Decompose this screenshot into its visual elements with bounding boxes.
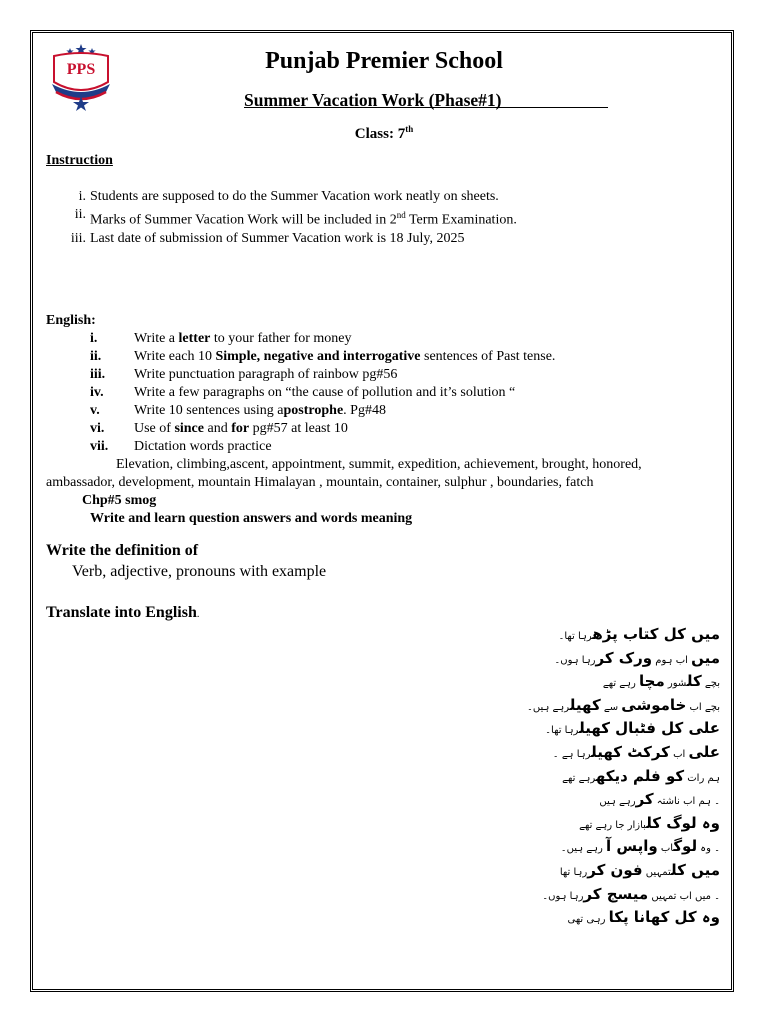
- task-number: ii.: [90, 349, 102, 364]
- instruction-item: [46, 188, 517, 206]
- urdu-text-bold: لوگ: [673, 837, 698, 856]
- urdu-text-small: رہا ہے ۔: [552, 748, 592, 760]
- urdu-text-bold: میں: [691, 648, 720, 667]
- chapter-label: Chp#5 smog: [82, 493, 157, 508]
- urdu-text-small: شور: [664, 678, 687, 690]
- urdu-text-small: رہے تھے: [602, 678, 640, 690]
- item-number: ii.: [74, 207, 86, 222]
- urdu-sentence: [300, 695, 720, 719]
- instruction-item: [46, 206, 517, 230]
- task-text: Write a few paragraphs on “the cause of pollution and it’s solution “: [134, 385, 516, 400]
- urdu-text-small: رہے ہیں۔: [527, 701, 570, 713]
- translate-heading-text: Translate into English: [46, 604, 197, 621]
- task-text-bold: since: [174, 421, 204, 436]
- task-text-bold: for: [231, 421, 250, 436]
- urdu-text-small: رہی تھی: [567, 914, 609, 926]
- urdu-sentence: [300, 624, 720, 648]
- urdu-text-small: سے: [600, 701, 622, 713]
- urdu-text-small: رہے ہیں۔: [560, 843, 607, 855]
- definition-text: Verb, adjective, pronouns with example: [72, 563, 327, 580]
- task-number: v.: [90, 403, 100, 418]
- urdu-text-bold: وہ کل کھانا پکا: [608, 908, 720, 927]
- urdu-text-bold: کر: [635, 790, 654, 809]
- task-text-part: Write a: [134, 331, 179, 346]
- urdu-text-bold: میسج کر: [583, 884, 649, 903]
- urdu-text-bold: میں کل کتاب پڑھ: [592, 625, 720, 643]
- dictation-words: Elevation, climbing,ascent, appointment, summit, expedition, achievement, brought, honored, ambassador, development, mountain Himalayan , mountain, container, sulphur , boundaries, fatch: [46, 457, 642, 490]
- task-number: iii.: [90, 367, 106, 382]
- english-task: [46, 402, 706, 420]
- urdu-text-small: اب ہوم: [652, 654, 692, 666]
- urdu-text-small: رہا ہوں۔: [542, 890, 584, 902]
- urdu-sentence: [300, 789, 720, 813]
- subtitle-underline: [244, 107, 608, 108]
- urdu-text-small: اب: [657, 843, 674, 855]
- urdu-text-small: رہا تھا۔: [545, 725, 580, 737]
- urdu-text-small: رہے تھے: [562, 772, 596, 784]
- item-number: iii.: [70, 230, 86, 246]
- logo-text: PPS: [66, 61, 96, 78]
- task-text: Write punctuation paragraph of rainbow pg#56: [134, 367, 398, 382]
- urdu-text-bold: وہ لوگ کل: [646, 813, 720, 832]
- urdu-sentence: [300, 671, 720, 695]
- class-suffix: th: [405, 124, 414, 134]
- task-number: vii.: [90, 439, 109, 454]
- urdu-text-bold: مچا: [639, 672, 665, 691]
- urdu-sentence-list: [300, 624, 720, 931]
- urdu-text-bold: خاموشی: [621, 695, 687, 714]
- task-text-bold: letter: [178, 331, 211, 346]
- urdu-text-small: ۔ میں اب تمہیں: [648, 890, 720, 902]
- urdu-text-bold: کرکٹ کھیل: [591, 742, 670, 761]
- task-text-part: and: [204, 421, 232, 436]
- task-text: [134, 420, 348, 438]
- learn-instruction: Write and learn question answers and words meaning: [90, 511, 413, 526]
- item-text-part: Term Examination.: [405, 212, 517, 228]
- item-text: Last date of submission of Summer Vacation work is 18 July, 2025: [90, 230, 465, 246]
- task-text: [134, 348, 555, 366]
- urdu-text-bold: کھیل: [569, 695, 601, 714]
- urdu-text-small: اب: [669, 748, 689, 760]
- task-text-part: Write each 10: [134, 349, 216, 364]
- task-text-part: sentences of Past tense.: [420, 349, 556, 364]
- task-text-bold: postrophe: [283, 403, 344, 418]
- english-task: [46, 420, 706, 438]
- translate-heading: [46, 604, 199, 622]
- instruction-heading: Instruction: [46, 153, 113, 168]
- task-text: [134, 330, 352, 348]
- item-text: [90, 206, 517, 230]
- urdu-text-small: رہا ہوں۔: [554, 654, 596, 666]
- task-text-bold: Simple, negative and interrogative: [215, 349, 421, 364]
- urdu-text-bold: میں کل: [671, 860, 720, 879]
- urdu-sentence: [300, 766, 720, 790]
- english-heading: English:: [46, 313, 96, 328]
- instruction-list: [46, 188, 517, 248]
- urdu-text-bold: ورک کر: [595, 648, 653, 667]
- urdu-text-small: رہے ہیں: [599, 796, 636, 808]
- instruction-item: [46, 230, 517, 248]
- item-text: Students are supposed to do the Summer Vacation work neatly on sheets.: [90, 189, 499, 204]
- english-task: [46, 438, 706, 456]
- task-number: vi.: [90, 421, 105, 436]
- definition-heading: Write the definition of: [46, 542, 199, 559]
- urdu-sentence: [300, 860, 720, 884]
- item-superscript: nd: [396, 210, 406, 220]
- class-prefix: Class: 7: [354, 126, 406, 142]
- urdu-sentence: [300, 648, 720, 672]
- task-number: i.: [90, 331, 98, 346]
- task-number: iv.: [90, 385, 104, 400]
- urdu-text-bold: علی کل فٹبال کھیل: [579, 719, 720, 738]
- urdu-sentence: [300, 907, 720, 931]
- urdu-text-small: بچے: [701, 678, 720, 690]
- urdu-text-small: رہا تھا۔: [558, 631, 593, 642]
- urdu-text-bold: کو فلم دیکھ: [595, 766, 685, 785]
- urdu-text-bold: کل: [686, 672, 702, 691]
- english-task: [46, 366, 706, 384]
- urdu-sentence: [300, 742, 720, 766]
- english-task: [46, 348, 706, 366]
- item-text-part: Marks of Summer Vacation Work will be included in 2: [90, 212, 397, 228]
- class-label: [0, 124, 768, 143]
- page-subtitle: Summer Vacation Work (Phase#1): [244, 90, 502, 110]
- translate-heading-dot: .: [196, 609, 200, 620]
- task-text: [134, 402, 386, 420]
- urdu-text-bold: واپس آ: [606, 837, 658, 856]
- urdu-sentence: [300, 884, 720, 908]
- urdu-text-bold: فون کر: [587, 860, 643, 879]
- urdu-text-small: ۔ وہ: [697, 843, 720, 855]
- urdu-sentence: [300, 718, 720, 742]
- task-text-part: . Pg#48: [343, 403, 386, 418]
- task-text-part: Use of: [134, 421, 175, 436]
- task-text-part: to your father for money: [210, 331, 352, 346]
- school-name: Punjab Premier School: [265, 48, 503, 74]
- english-task: [46, 330, 706, 348]
- urdu-text-small: بازار جا رہے تھے: [579, 819, 647, 831]
- urdu-text-small: رہا تھا: [559, 866, 588, 878]
- task-text: Dictation words practice: [134, 439, 272, 454]
- urdu-text-small: تمہیں: [642, 866, 672, 878]
- urdu-sentence: [300, 836, 720, 860]
- urdu-text-small: بچے اب: [686, 701, 720, 713]
- english-task: [46, 384, 706, 402]
- urdu-text-small: ۔ ہم اب ناشتہ: [653, 796, 720, 808]
- task-text-part: pg#57 at least 10: [249, 421, 348, 436]
- urdu-text-small: ہم رات: [684, 772, 720, 784]
- english-task-list: [46, 330, 706, 528]
- urdu-text-bold: علی: [688, 742, 720, 761]
- item-number: i.: [78, 189, 86, 204]
- urdu-sentence: [300, 813, 720, 837]
- task-text-part: Write 10 sentences using a: [134, 403, 284, 418]
